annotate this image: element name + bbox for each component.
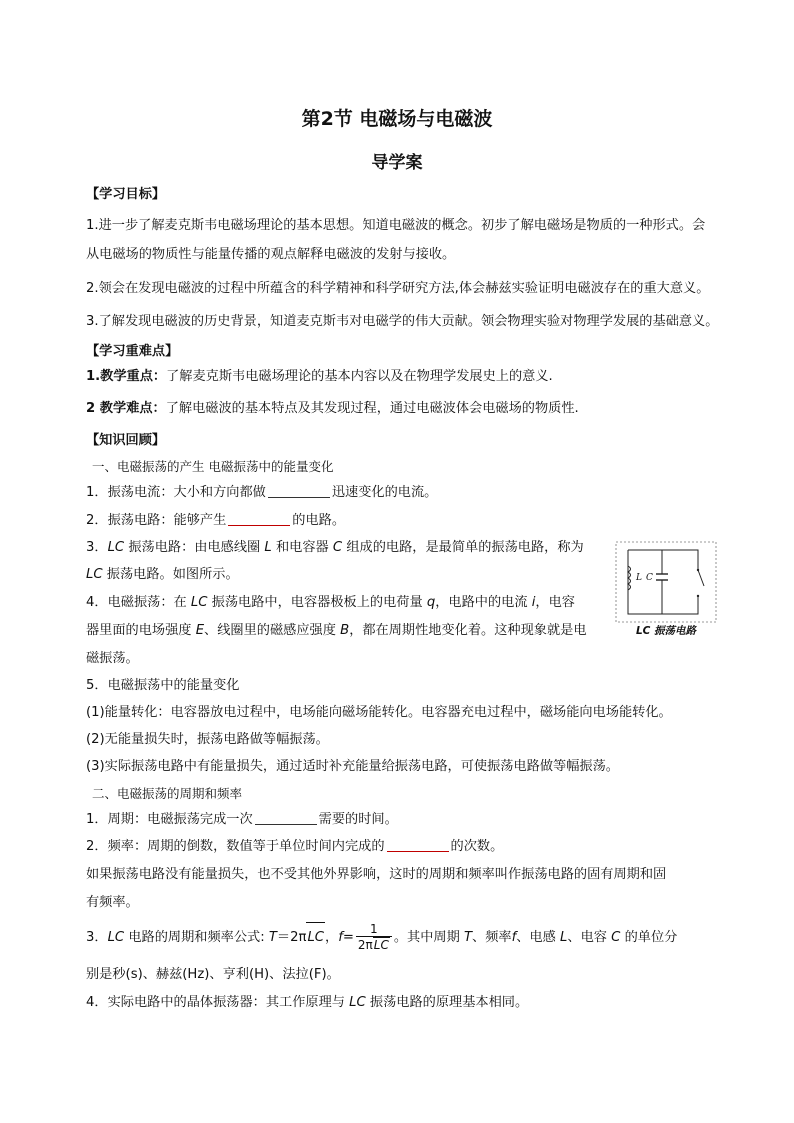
switch-contact [697,595,699,597]
circuit-wire-top [628,550,698,570]
inductor-label: L [636,573,642,583]
review-q5: 5．电磁振荡中的能量变化 [86,678,240,693]
document-subtitle: 导学案 [371,153,423,173]
teaching-focus [86,368,553,386]
review-q4-line-1: 4．电磁振荡：在 LC 振荡电路中，电容器极板上的电荷量 q，电路中的电流 i，电容 [86,595,575,610]
goal-item-3: 3.了解发现电磁波的历史背景，知道麦克斯韦对电磁学的伟大贡献。领会物理实验对物理学发展的基础意义。 [86,314,719,329]
review-q2: 2．振荡电路：能够产生 的电路。 [86,513,346,528]
fill-blank[interactable] [228,512,290,526]
review-q1: 1．振荡电流：大小和方向都做 迅速变化的电流。 [86,485,438,500]
review-extra-line-2: 有频率。 [86,895,139,910]
review-q3-line-1: 3．LC 振荡电路：由电感线圈 L 和电容器 C 组成的电路，是最简单的振荡电路，称为 [86,540,584,555]
goal-item-1-line-2: 从电磁场的物质性与能量传播的观点解释电磁波的发射与接收。 [86,247,456,262]
goals-header: 【学习目标】 [86,187,166,202]
review-q4-line-2: 器里面的电场强度 E、线圈里的磁感应强度 B，都在周期性地变化着。这种现象就是电 [86,623,587,638]
review-q5-1: (1)能量转化：电容器放电过程中，电场能向磁场能转化。电容器充电过程中，磁场能向电场能转化。 [86,705,672,720]
review-p3-line-1: 3．LC 电路的周期和频率公式: T＝2πLC，f= $\frac{1}{\text{2πLC}}$ 。其中周期 T、频率f、电感 L、电容 C 的单位分 [86,922,678,952]
review-extra-line-1: 如果振荡电路没有能量损失，也不受其他外界影响，这时的周期和频率叫作振荡电路的固有周期和固 [86,867,667,882]
review-q3-line-2: LC 振荡电路。如图所示。 [86,567,239,582]
review-header: 【知识回顾】 [86,433,166,448]
review-p1: 1．周期：电磁振荡完成一次 需要的时间。 [86,812,398,827]
fill-blank[interactable] [268,484,330,498]
teaching-difficulty-label: 2 教学难点： [86,401,166,416]
review-p2: 2．频率：周期的倒数，数值等于单位时间内完成的 的次数。 [86,839,504,854]
figure-caption: LC 振荡电路 [635,625,697,637]
teaching-difficulty [86,400,579,418]
fill-blank[interactable] [387,838,449,852]
frequency-fraction: $\frac{1}{\text{2πLC}}$ [356,922,392,952]
teaching-focus-label: 1.教学重点： [86,369,167,384]
review-q5-3: (3)实际振荡电路中有能量损失，通过适时补充能量给振荡电路，可使振荡电路做等幅振荡。 [86,759,619,774]
review-p3-line-2: 别是秒(s)、赫兹(Hz)、亨利(H)、法拉(F)。 [86,967,340,982]
teaching-difficulty-text: 了解电磁波的基本特点及其发现过程，通过电磁波体会电磁场的物质性. [165,401,579,416]
review-section-1: 一、电磁振荡的产生 电磁振荡中的能量变化 [92,459,334,474]
switch-contact [697,569,699,571]
goal-item-1-line-1: 1.进一步了解麦克斯韦电磁场理论的基本思想。知道电磁波的概念。初步了解电磁场是物质的一种形式。会 [86,218,706,233]
figure-frame [616,542,716,622]
fill-blank[interactable] [255,811,317,825]
capacitor-label: C [646,573,653,583]
keypoints-header: 【学习重难点】 [86,344,179,359]
review-section-2: 二、电磁振荡的周期和频率 [92,786,243,801]
teaching-focus-text: 了解麦克斯韦电磁场理论的基本内容以及在物理学发展史上的意义. [166,369,553,384]
review-q4-line-3: 磁振荡。 [86,651,139,666]
document-title: 第2节 电磁场与电磁波 [301,108,493,130]
sqrt-lc: LC [306,922,325,953]
review-p4: 4．实际电路中的晶体振荡器：其工作原理与 LC 振荡电路的原理基本相同。 [86,995,529,1010]
goal-item-2: 2.领会在发现电磁波的过程中所蕴含的科学精神和科学研究方法,体会赫兹实验证明电磁波存在的重大意义。 [86,281,710,296]
switch-lever [698,570,704,586]
review-q5-2: (2)无能量损失时，振荡电路做等幅振荡。 [86,732,329,747]
